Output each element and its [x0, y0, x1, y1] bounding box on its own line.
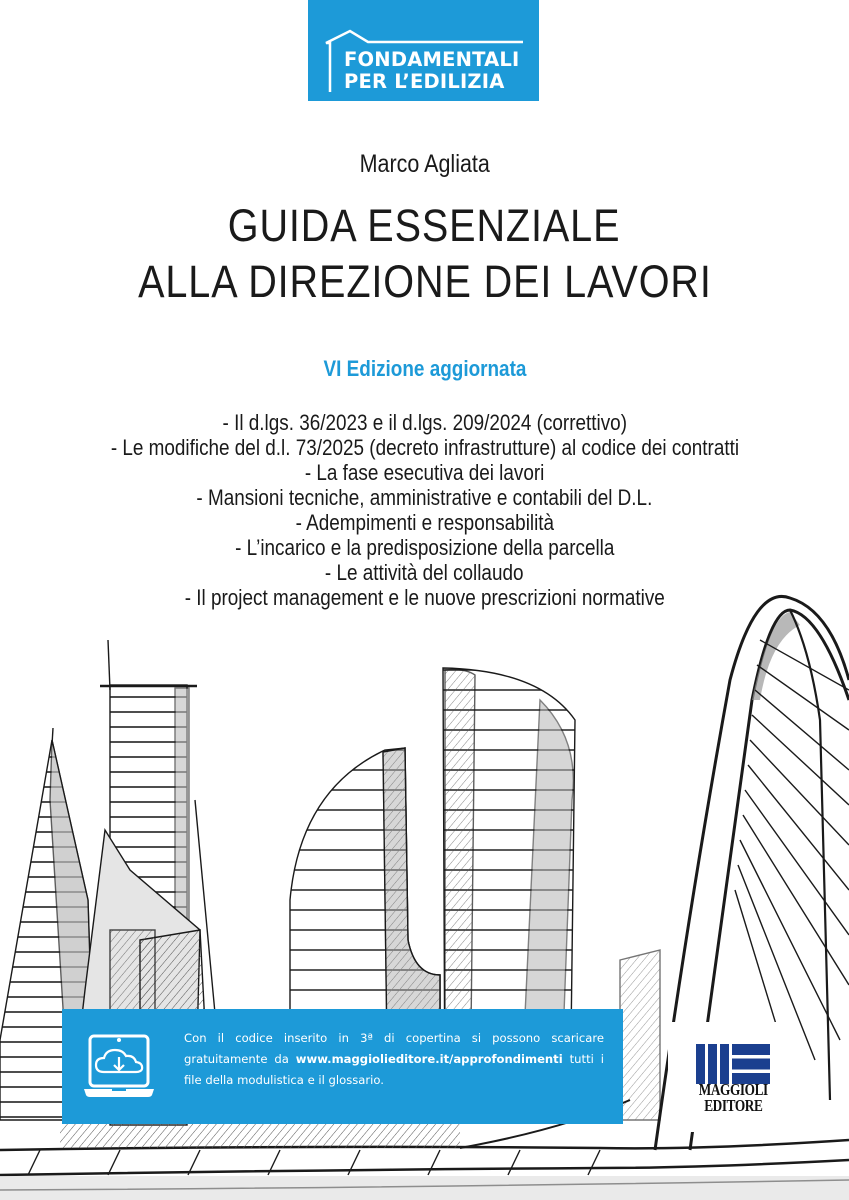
book-title-line-2-text: ALLA DIREZIONE DEI LAVORI — [137, 256, 712, 307]
series-name-line-2: PER L’EDILIZIA — [344, 70, 505, 93]
topic-text: - Mansioni tecniche, amministrative e contabili del D.L. — [196, 485, 653, 510]
topic-text: - L’incarico e la predisposizione della parcella — [234, 535, 615, 560]
publisher-name-line-1-text: MAGGIOLI — [698, 1080, 768, 1099]
topic-item — [0, 460, 849, 485]
edition-label-text: VI Edizione aggiornata — [323, 356, 526, 381]
download-info-banner — [62, 1009, 623, 1124]
download-url-link[interactable]: www.maggiolieditore.it/approfondimenti — [295, 1052, 563, 1066]
book-title-line-1 — [0, 200, 849, 252]
series-name-line-1: FONDAMENTALI — [344, 48, 520, 71]
author-name-text: Marco Agliata — [359, 150, 490, 178]
topic-text: - Il d.lgs. 36/2023 e il d.lgs. 209/2024 (correttivo) — [222, 410, 627, 435]
series-badge — [308, 0, 539, 101]
book-title-line-2 — [0, 256, 849, 308]
maggioli-m-e-logo-icon — [696, 1044, 770, 1084]
laptop-cloud-download-icon — [84, 1033, 154, 1099]
topic-item — [0, 535, 849, 560]
topic-item — [0, 435, 849, 460]
topic-text: - Il project management e le nuove prescrizioni normative — [184, 585, 665, 610]
publisher-logo — [668, 1022, 798, 1132]
topic-text: - Adempimenti e responsabilità — [295, 510, 554, 535]
author-name — [0, 150, 849, 179]
edition-label — [0, 356, 849, 382]
download-text-intro: Con il codice inserito in 3ª di copertina si possono scaricare gratuitamente da — [184, 1031, 604, 1066]
topic-item — [0, 510, 849, 535]
publisher-name-line-2-text: EDITORE — [703, 1096, 763, 1115]
topic-text: - Le modifiche del d.l. 73/2025 (decreto infrastrutture) al codice dei contratti — [110, 435, 739, 460]
topic-text: - La fase esecutiva dei lavori — [304, 460, 545, 485]
publisher-name-line-2 — [668, 1098, 798, 1114]
topic-item — [0, 485, 849, 510]
download-info-text — [184, 1028, 604, 1091]
topic-item — [0, 410, 849, 435]
topic-text: - Le attività del collaudo — [325, 560, 524, 585]
book-title-line-1-text: GUIDA ESSENZIALE — [228, 200, 621, 251]
download-text-outro: tutti i file della modulistica e il glossario. — [184, 1052, 604, 1087]
